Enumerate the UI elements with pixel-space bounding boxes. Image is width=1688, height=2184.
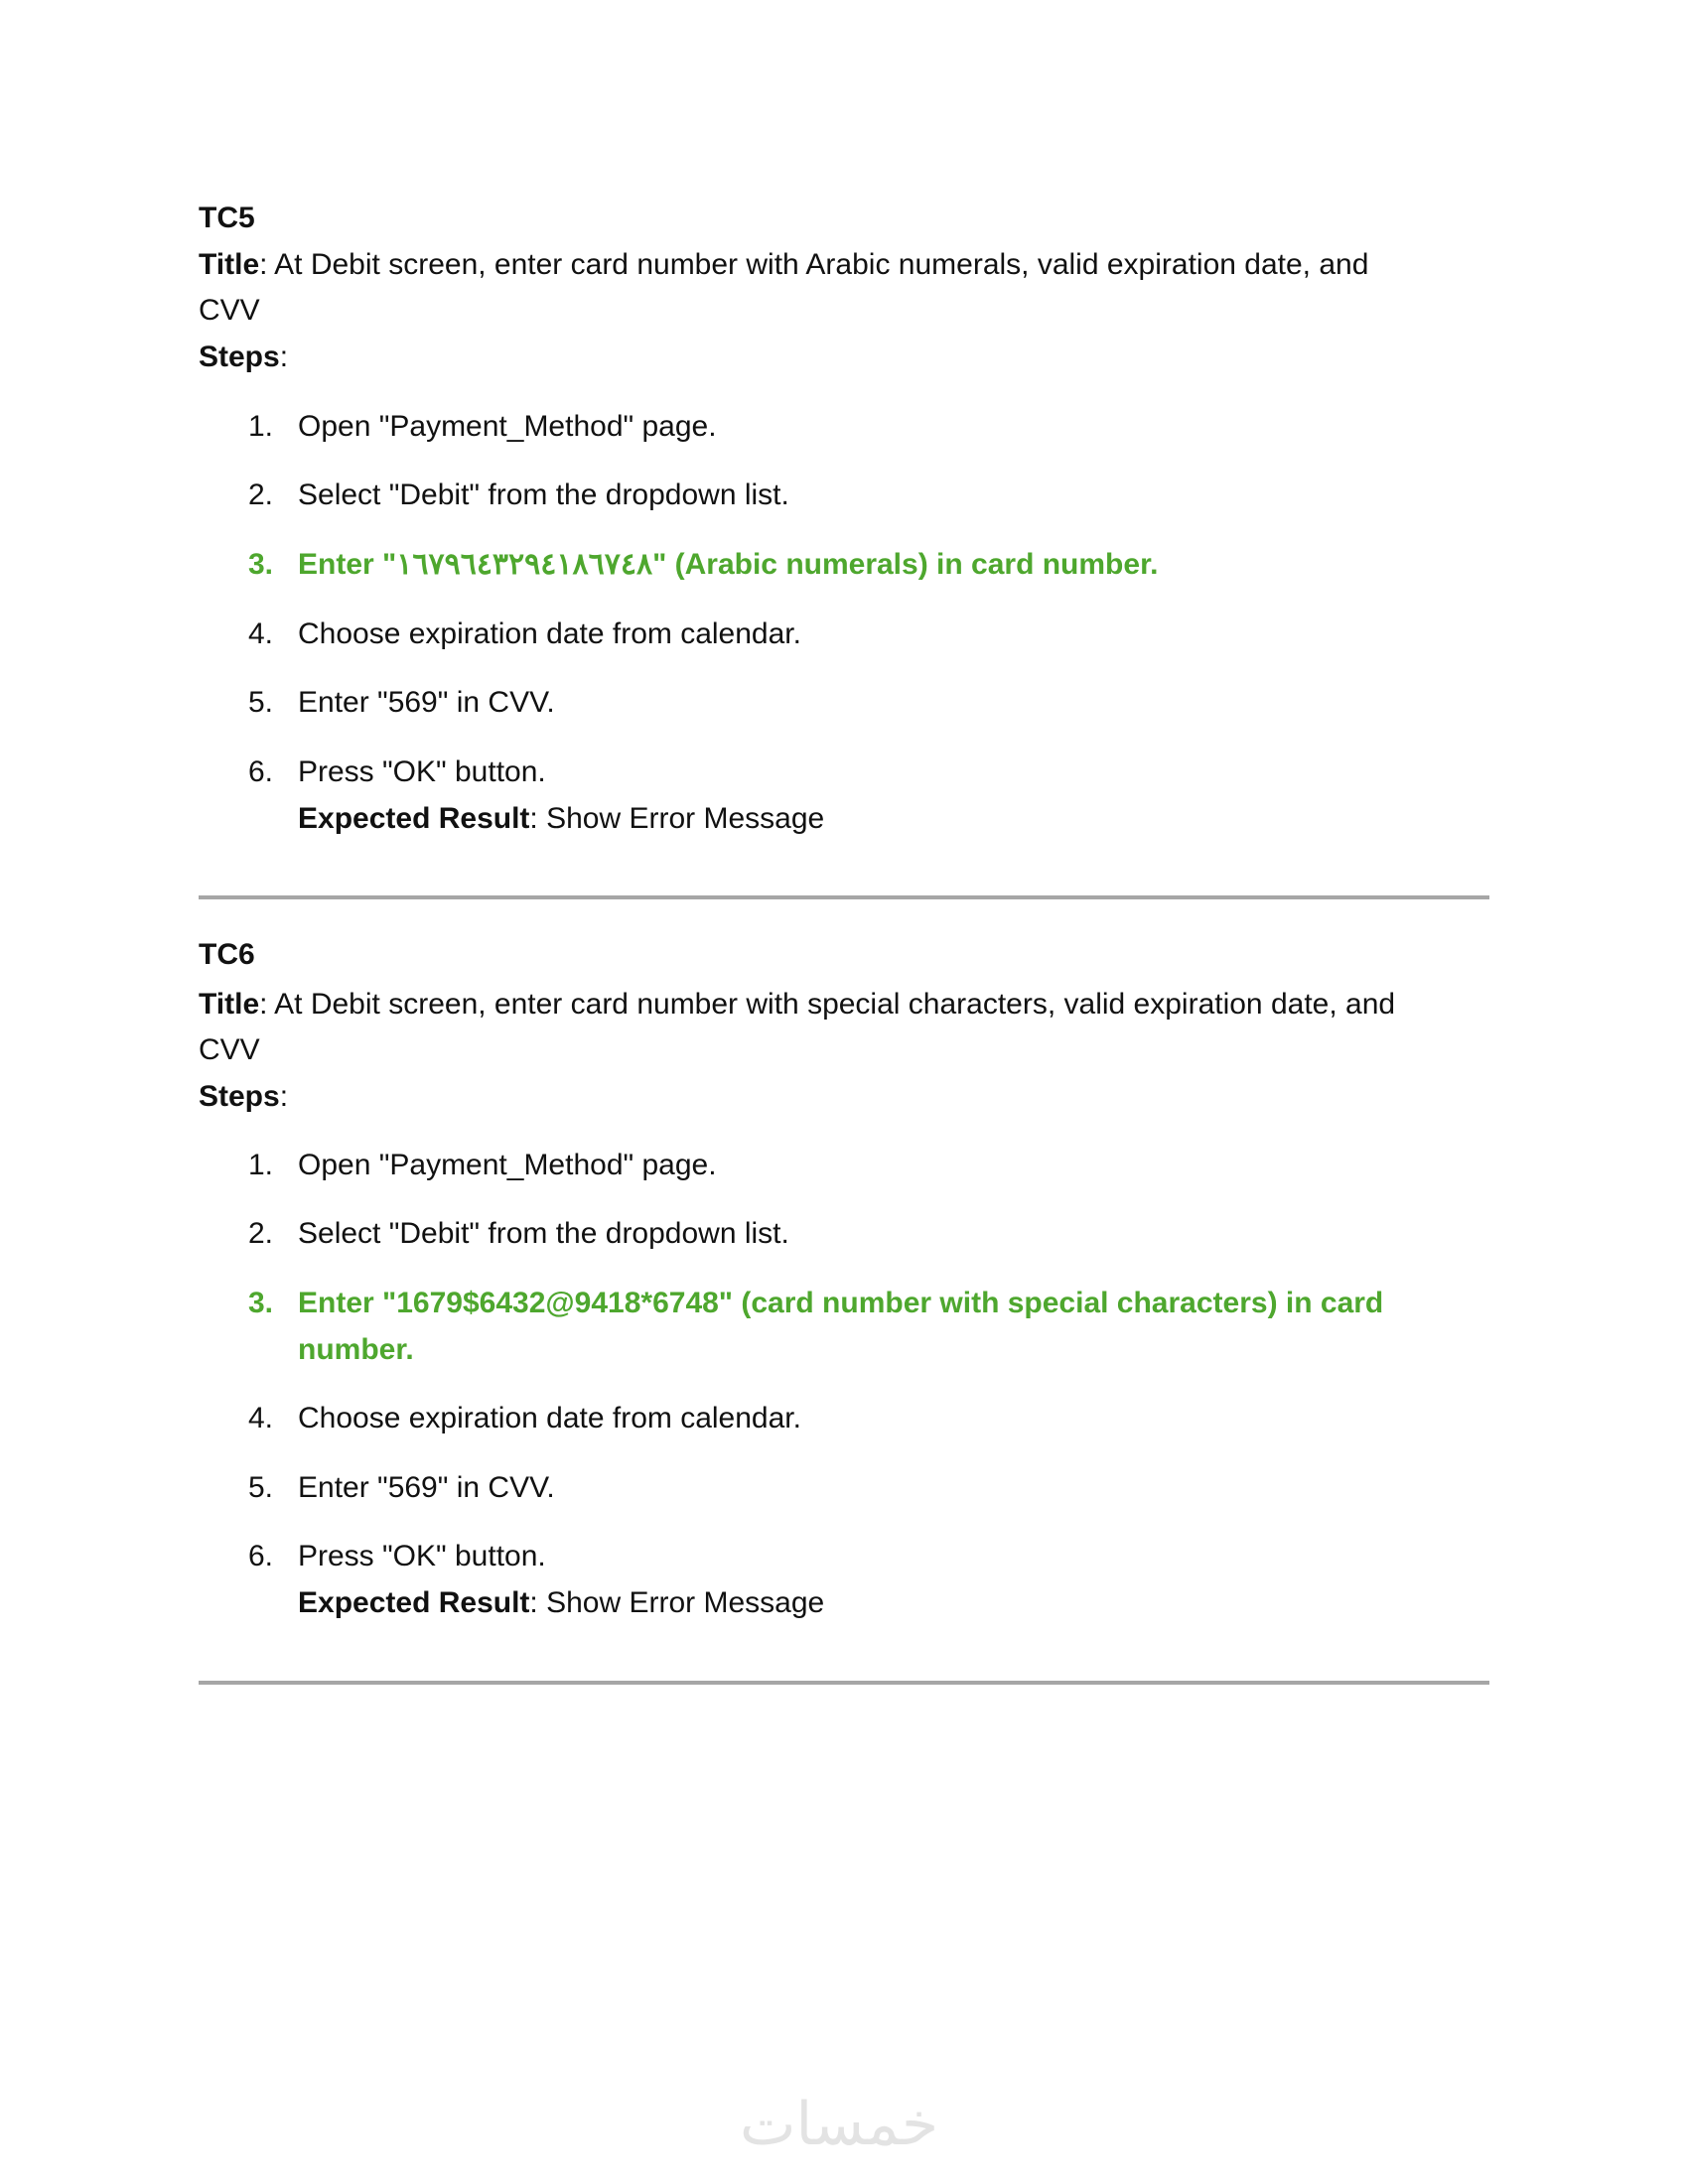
step-number: 3. [248, 1287, 274, 1319]
test-case-id: TC5 [199, 202, 255, 234]
step-text: Select "Debit" from the dropdown list. [298, 1217, 789, 1250]
step-text: Select "Debit" from the dropdown list. [298, 478, 789, 511]
steps-label: Steps [199, 1080, 280, 1113]
step-number: 1. [248, 410, 274, 443]
test-case-title [199, 982, 1395, 1027]
step-text: Choose expiration date from calendar. [298, 1402, 801, 1434]
steps-heading: Steps: [199, 341, 289, 373]
test-case-id: TC6 [199, 938, 255, 971]
steps-heading: Steps: [199, 1080, 289, 1113]
divider [199, 895, 1489, 899]
title-label: Title [199, 248, 260, 281]
step-text-highlighted: Enter "1679$6432@9418*6748" (card number with special characters) in card [298, 1287, 1384, 1319]
step-text: Enter "569" in CVV. [298, 686, 555, 719]
step-number: 4. [248, 617, 274, 650]
title-text: : At Debit screen, enter card number with Arabic numerals, valid expiration date, and [259, 248, 1369, 281]
title-text-cont: CVV [199, 1033, 260, 1066]
step-number: 4. [248, 1402, 274, 1434]
divider [199, 1681, 1489, 1685]
step-number: 3. [248, 548, 274, 581]
expected-label: Expected Result [298, 802, 530, 835]
watermark-logo: خمسات [740, 2090, 939, 2159]
step-text-highlighted: Enter "١٦٧٩٦٤٣٢٩٤١٨٦٧٤٨" (Arabic numerals) in card number. [298, 548, 1159, 581]
test-case-title [199, 242, 1368, 288]
step-number: 2. [248, 478, 274, 511]
step-text-highlighted-cont: number. [298, 1333, 414, 1366]
expected-result [298, 796, 824, 842]
steps-label: Steps [199, 341, 280, 373]
title-label: Title [199, 988, 260, 1021]
step-number: 5. [248, 1471, 274, 1504]
expected-label: Expected Result [298, 1586, 530, 1619]
expected-result [298, 1580, 824, 1626]
step-number: 2. [248, 1217, 274, 1250]
step-text: Open "Payment_Method" page. [298, 410, 717, 443]
step-number: 6. [248, 1540, 274, 1572]
step-number: 1. [248, 1149, 274, 1181]
title-text-cont: CVV [199, 294, 260, 327]
step-number: 6. [248, 755, 274, 788]
expected-value: : Show Error Message [529, 1586, 825, 1619]
expected-value: : Show Error Message [529, 802, 825, 835]
step-text: Press "OK" button. [298, 1540, 546, 1572]
step-text: Press "OK" button. [298, 755, 546, 788]
step-text: Enter "569" in CVV. [298, 1471, 555, 1504]
title-text: : At Debit screen, enter card number with special characters, valid expiration date, and [259, 988, 1396, 1021]
step-text: Open "Payment_Method" page. [298, 1149, 717, 1181]
step-text: Choose expiration date from calendar. [298, 617, 801, 650]
step-number: 5. [248, 686, 274, 719]
